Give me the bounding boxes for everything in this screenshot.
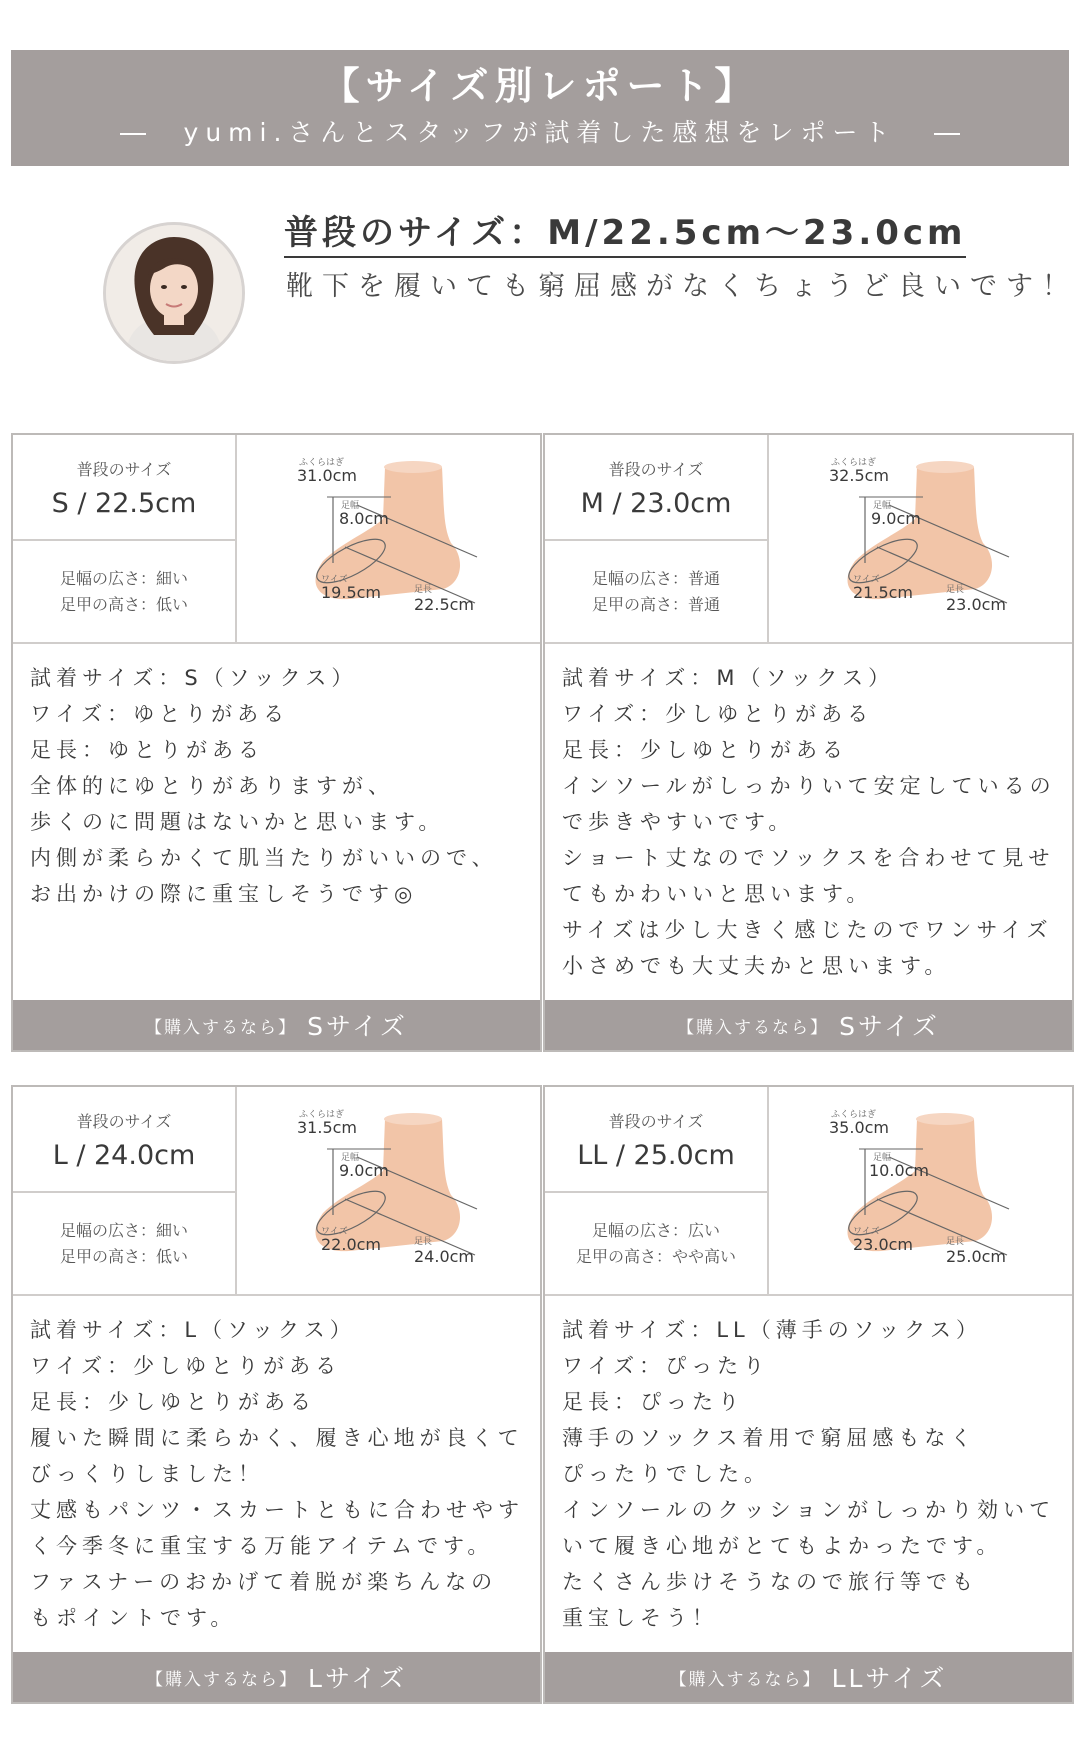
foot-width-text: 足幅の広さ：細い [59,1220,188,1240]
buy-button-l[interactable] [13,1652,540,1702]
review-line: お出かけの際に重宝しそうです◎ [30,882,418,906]
foot-width-caption: 足幅 [873,1153,892,1163]
review-line: インソールがしっかりいて安定しているの [562,774,1056,798]
foot-shape-info [13,1193,235,1294]
profile-note: 靴下を履いても窮屈感がなくちょうど良いです！ [286,271,1078,302]
card-summary [545,1087,1072,1296]
card-size-info [545,435,769,642]
foot-length-measure: 24.0cm [414,1247,475,1266]
review-line: 重宝しそう！ [562,1606,718,1630]
calf-measure: 32.5cm [829,466,890,485]
foot-length-caption: 足長 [946,1237,965,1247]
buy-button-s[interactable] [13,1000,540,1050]
card-size-info [13,1087,237,1294]
review-line: インソールのクッションがしっかり効いて [562,1498,1056,1522]
review-line: サイズは少し大きく感じたのでワンサイズ [562,918,1053,942]
review-line: いて履き心地がとてもよかったです。 [562,1534,1003,1558]
foot-width-measure: 9.0cm [339,1161,389,1180]
review-line: 試着サイズ：LL（薄手のソックス） [562,1318,983,1342]
usual-size-caption: 普段のサイズ [76,1112,172,1131]
size-card-ll [543,1085,1074,1704]
usual-size-caption: 普段のサイズ [76,460,172,479]
foot-width-caption: 足幅 [341,1153,360,1163]
review-line: 歩くのに問題はないかと思います。 [30,810,445,834]
calf-caption: ふくらはぎ [831,458,877,468]
card-summary [545,435,1072,644]
review-line: たくさん歩けそうなので旅行等でも [562,1570,978,1594]
review-line: 足長：少しゆとりがある [562,738,848,762]
foot-width-text: 足幅の広さ：細い [59,568,188,588]
review-line: 内側が柔らかくて肌当たりがいいので、 [30,846,498,870]
usual-size-box [13,435,235,541]
review-line: ワイズ：ぴったり [562,1354,770,1378]
header-banner [11,50,1069,166]
review-line: もポイントです。 [30,1606,237,1630]
review-line: ワイズ：ゆとりがある [30,702,290,726]
foot-measurement-diagram [769,1087,1072,1294]
review-text [13,644,540,912]
review-line: ワイズ：少しゆとりがある [30,1354,342,1378]
subtitle-text: yumi.さんとスタッフが試着した感想をレポート [183,118,897,147]
foot-length-measure: 25.0cm [946,1247,1007,1266]
instep-height-text: 足甲の高さ：普通 [591,594,720,614]
calf-caption: ふくらはぎ [299,1110,345,1120]
buy-button-m[interactable] [545,1000,1072,1050]
usual-size-caption: 普段のサイズ [608,1112,704,1131]
card-size-info [13,435,237,642]
wise-measure: 21.5cm [853,583,914,602]
buy-prefix: 【購入するなら】 [669,1669,822,1690]
foot-width-caption: 足幅 [341,501,360,511]
foot-measurement-diagram [769,435,1072,642]
usual-size-value: L / 24.0cm [52,1140,196,1171]
usual-size-caption: 普段のサイズ [608,460,704,479]
foot-illustration [769,435,1069,642]
usual-size-value: M / 23.0cm [580,488,732,519]
size-card-s [11,433,542,1052]
foot-shape-info [545,1193,767,1294]
calf-measure: 31.0cm [297,466,358,485]
foot-length-caption: 足長 [946,585,965,595]
buy-size: Sサイズ [307,1012,408,1041]
review-line: く今季冬に重宝する万能アイテムです。 [30,1534,494,1558]
avatar-illustration [106,225,242,361]
foot-width-text: 足幅の広さ：普通 [591,568,720,588]
wise-caption: ワイズ [853,1227,880,1237]
review-line: で歩きやすいです。 [562,810,795,834]
review-line: 小さめでも大丈夫かと思います。 [562,954,951,978]
review-line: 試着サイズ：L（ソックス） [30,1318,356,1342]
buy-button-ll[interactable] [545,1652,1072,1702]
buy-size: Lサイズ [308,1664,407,1693]
card-summary [13,435,540,644]
usual-size-box [545,1087,767,1193]
foot-width-text: 足幅の広さ：広い [591,1220,720,1240]
foot-shape-info [13,541,235,642]
foot-illustration [237,1087,537,1294]
foot-length-measure: 23.0cm [946,595,1007,614]
review-line: ぴったりでした。 [562,1462,770,1486]
foot-illustration [769,1087,1069,1294]
wise-caption: ワイズ [321,575,348,585]
review-line: ショート丈なのでソックスを合わせて見せ [562,846,1055,870]
foot-width-measure: 10.0cm [869,1161,930,1180]
foot-length-caption: 足長 [414,585,433,595]
instep-height-text: 足甲の高さ：低い [59,594,188,614]
page-subtitle [11,116,1069,150]
review-text [545,644,1072,984]
dash-decoration [120,133,146,135]
foot-illustration [237,435,537,642]
wise-caption: ワイズ [853,575,880,585]
buy-prefix: 【購入するなら】 [145,1017,298,1038]
review-line: ファスナーのおかげて着脱が楽ちんなの [30,1570,498,1594]
wise-measure: 23.0cm [853,1235,914,1254]
usual-size-box [13,1087,235,1193]
calf-caption: ふくらはぎ [299,458,345,468]
card-summary [13,1087,540,1296]
foot-length-measure: 22.5cm [414,595,475,614]
review-line: 足長：ゆとりがある [30,738,264,762]
foot-width-measure: 9.0cm [871,509,921,528]
usual-size-value: S / 22.5cm [51,488,197,519]
review-line: 足長：少しゆとりがある [30,1390,316,1414]
size-card-m [543,433,1074,1052]
page-title: 【サイズ別レポート】 [321,64,759,108]
instep-height-text: 足甲の高さ：やや高い [575,1246,736,1266]
buy-prefix: 【購入するなら】 [677,1017,830,1038]
foot-measurement-diagram [237,1087,540,1294]
foot-width-measure: 8.0cm [339,509,389,528]
usual-size-value: LL / 25.0cm [577,1140,735,1171]
review-line: 丈感もパンツ・スカートともに合わせやす [30,1498,524,1522]
review-line: 薄手のソックス着用で窮屈感もなく [562,1426,977,1450]
buy-prefix: 【購入するなら】 [146,1669,299,1690]
review-line: 試着サイズ：S（ソックス） [30,666,358,690]
foot-measurement-diagram [237,435,540,642]
foot-length-caption: 足長 [414,1237,433,1247]
review-line: てもかわいいと思います。 [562,882,873,906]
calf-caption: ふくらはぎ [831,1110,877,1120]
review-line: 試着サイズ：M（ソックス） [562,666,895,690]
profile-usual-size: 普段のサイズ：M/22.5cm〜23.0cm [284,205,966,258]
instep-height-text: 足甲の高さ：低い [59,1246,188,1266]
foot-width-caption: 足幅 [873,501,892,511]
card-size-info [545,1087,769,1294]
dash-decoration [934,133,960,135]
review-line: びっくりしました！ [30,1462,264,1486]
calf-measure: 31.5cm [297,1118,358,1137]
review-text [545,1296,1072,1636]
wise-caption: ワイズ [321,1227,348,1237]
buy-size: Sサイズ [839,1012,940,1041]
review-line: 全体的にゆとりがありますが、 [30,774,394,798]
usual-size-box [545,435,767,541]
size-card-l [11,1085,542,1704]
wise-measure: 19.5cm [321,583,382,602]
review-line: 履いた瞬間に柔らかく、履き心地が良くて [30,1426,524,1450]
avatar [103,222,245,364]
wise-measure: 22.0cm [321,1235,382,1254]
calf-measure: 35.0cm [829,1118,890,1137]
review-text [13,1296,540,1636]
buy-size: LLサイズ [831,1664,948,1693]
review-line: ワイズ：少しゆとりがある [562,702,874,726]
review-line: 足長：ぴったり [562,1390,744,1414]
foot-shape-info [545,541,767,642]
